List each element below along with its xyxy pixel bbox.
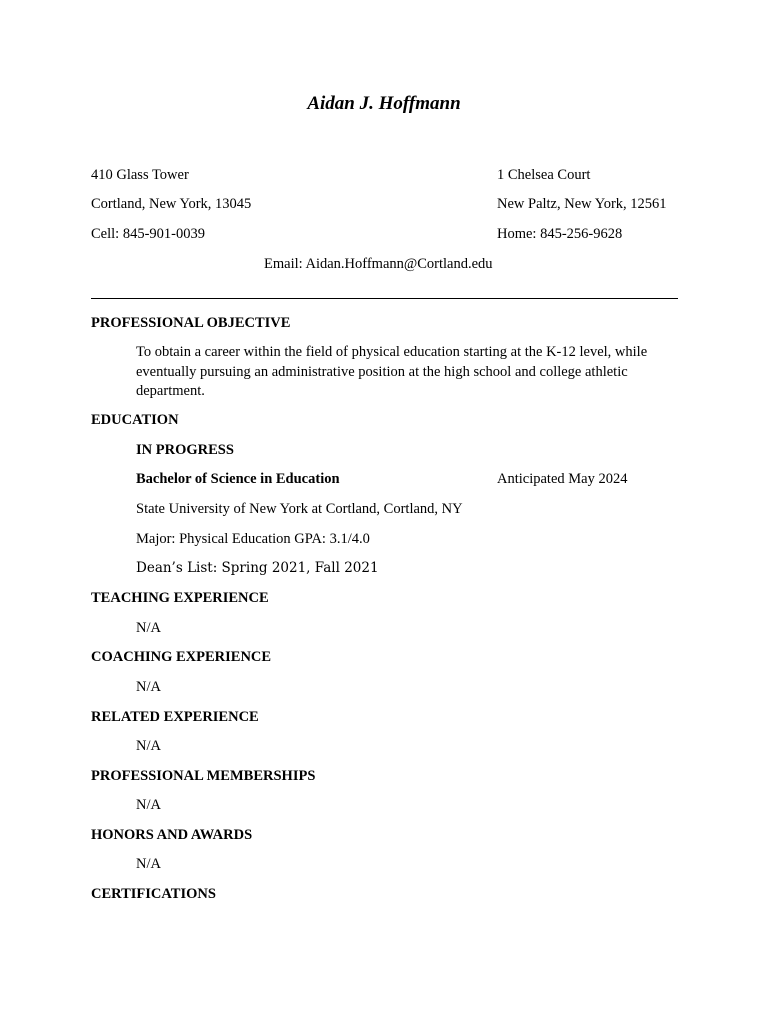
objective-heading: PROFESSIONAL OBJECTIVE: [91, 315, 291, 331]
home-phone: Home: 845-256-9628: [497, 226, 623, 242]
honors-text: N/A: [136, 856, 161, 872]
major-gpa: Major: Physical Education GPA: 3.1/4.0: [136, 531, 370, 547]
deans-list: Dean’s List: Spring 2021, Fall 2021: [136, 560, 379, 576]
left-address-line2: Cortland, New York, 13045: [91, 196, 252, 212]
certifications-heading: CERTIFICATIONS: [91, 886, 216, 902]
degree-date: Anticipated May 2024: [497, 471, 628, 487]
coaching-heading: COACHING EXPERIENCE: [91, 649, 272, 665]
related-text: N/A: [136, 738, 161, 754]
teaching-heading: TEACHING EXPERIENCE: [91, 590, 269, 606]
left-address-line1: 410 Glass Tower: [91, 167, 189, 183]
education-heading: EDUCATION: [91, 412, 179, 428]
education-status: IN PROGRESS: [136, 442, 234, 458]
coaching-text: N/A: [136, 679, 161, 695]
resume-name: Aidan J. Hoffmann: [307, 93, 461, 114]
cell-phone: Cell: 845-901-0039: [91, 226, 205, 242]
memberships-heading: PROFESSIONAL MEMBERSHIPS: [91, 768, 316, 784]
school-name: State University of New York at Cortland, Cortland, NY: [136, 501, 463, 517]
teaching-text: N/A: [136, 620, 161, 636]
email-line: Email: Aidan.Hoffmann@Cortland.edu: [264, 256, 493, 272]
right-address-line2: New Paltz, New York, 12561: [497, 196, 667, 212]
objective-text: To obtain a career within the field of physical education starting at the K-12 level, while eventually pursuing an administrative position at the high school and college athletic department.: [136, 344, 648, 399]
related-heading: RELATED EXPERIENCE: [91, 709, 259, 725]
header-divider: [91, 298, 678, 299]
degree-title: Bachelor of Science in Education: [136, 471, 340, 487]
honors-heading: HONORS AND AWARDS: [91, 827, 253, 843]
right-address-line1: 1 Chelsea Court: [497, 167, 591, 183]
memberships-text: N/A: [136, 797, 161, 813]
